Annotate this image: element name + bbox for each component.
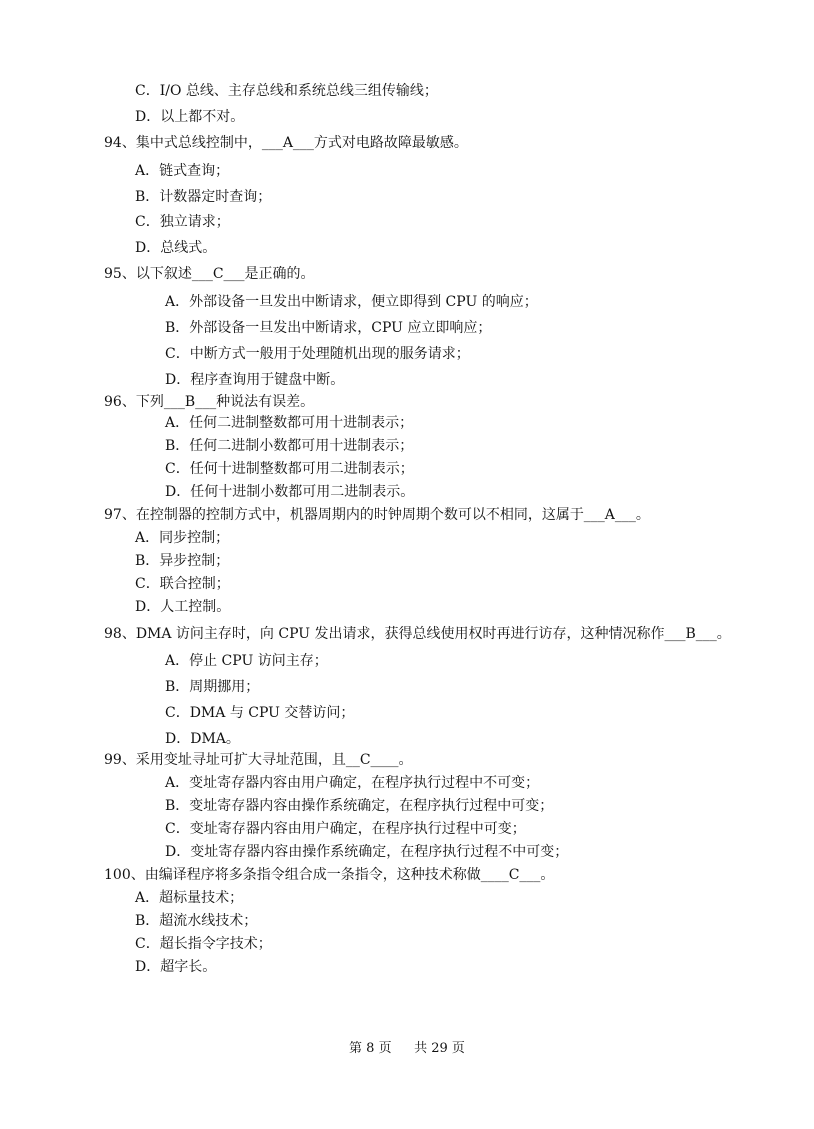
- option-93c: C．I/O 总线、主存总线和系统总线三组传输线；: [135, 83, 438, 99]
- question-100: 100、由编译程序将多条指令组合成一条指令，这种技术称做____C___。: [104, 867, 555, 883]
- option-99b: B．变址寄存器内容由操作系统确定，在程序执行过程中可变；: [165, 798, 554, 814]
- question-98: 98、DMA 访问主存时，向 CPU 发出请求，获得总线使用权时再进行访存，这种情况称作___B___。: [104, 626, 731, 642]
- question-94: 94、集中式总线控制中，___A___方式对电路故障最敏感。: [104, 135, 468, 151]
- option-95c: C．中断方式一般用于处理随机出现的服务请求；: [165, 346, 470, 362]
- option-96c: C．任何十进制整数都可用二进制表示；: [165, 461, 414, 477]
- option-99c: C．变址寄存器内容由用户确定，在程序执行过程中可变；: [165, 821, 526, 837]
- option-98c: C．DMA 与 CPU 交替访问；: [165, 705, 355, 721]
- option-100a: A．超标量技术；: [135, 890, 244, 906]
- option-93d: D．以上都不对。: [135, 109, 245, 125]
- total-pages: 共 29 页: [414, 1041, 465, 1056]
- option-98b: B．周期挪用；: [165, 679, 260, 695]
- option-97d: D．人工控制。: [135, 599, 231, 615]
- option-96b: B．任何二进制小数都可用十进制表示；: [165, 438, 414, 454]
- question-99: 99、采用变址寻址可扩大寻址范围，且__C____。: [104, 752, 413, 768]
- option-94d: D．总线式。: [135, 240, 217, 256]
- option-97c: C．联合控制；: [135, 576, 230, 592]
- option-100d: D．超字长。: [135, 959, 217, 975]
- question-96: 96、下列___B___种说法有误差。: [104, 394, 315, 410]
- option-95b: B．外部设备一旦发出中断请求，CPU 应立即响应；: [165, 320, 492, 336]
- question-97: 97、在控制器的控制方式中，机器周期内的时钟周期个数可以不相同，这属于___A___。: [104, 507, 650, 523]
- option-95a: A．外部设备一旦发出中断请求，便立即得到 CPU 的响应；: [165, 294, 538, 310]
- option-99d: D．变址寄存器内容由操作系统确定，在程序执行过程不中可变；: [165, 844, 569, 860]
- page-footer: [0, 1041, 814, 1057]
- option-95d: D．程序查询用于键盘中断。: [165, 372, 345, 388]
- option-98a: A．停止 CPU 访问主存；: [165, 653, 328, 669]
- option-94a: A．链式查询；: [135, 163, 230, 179]
- option-96d: D．任何十进制小数都可用二进制表示。: [165, 484, 415, 500]
- option-97a: A．同步控制；: [135, 530, 230, 546]
- option-98d: D．DMA。: [165, 731, 240, 747]
- option-100b: B．超流水线技术；: [135, 913, 258, 929]
- question-95: 95、以下叙述___C___是正确的。: [104, 266, 315, 282]
- option-96a: A．任何二进制整数都可用十进制表示；: [165, 415, 414, 431]
- option-97b: B．异步控制；: [135, 553, 230, 569]
- option-99a: A．变址寄存器内容由用户确定，在程序执行过程中不可变；: [165, 775, 540, 791]
- option-100c: C．超长指令字技术；: [135, 936, 272, 952]
- page-number: 第 8 页: [349, 1041, 392, 1056]
- option-94c: C．独立请求；: [135, 214, 230, 230]
- option-94b: B．计数器定时查询；: [135, 189, 272, 205]
